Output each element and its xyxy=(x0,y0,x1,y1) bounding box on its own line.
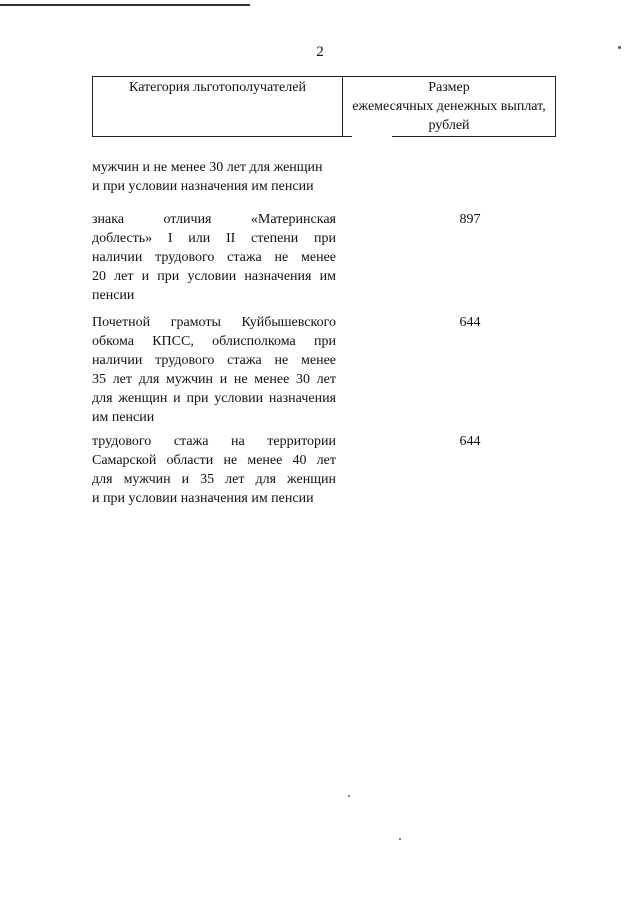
row-line: наличии трудового стажа не менее xyxy=(92,250,336,265)
table-row xyxy=(92,432,556,508)
row-line: 35 лет для мужчин и не менее 30 лет xyxy=(92,372,336,387)
scan-artifact-dot xyxy=(348,795,350,797)
row-amount: 644 xyxy=(459,315,481,330)
page-number: 2 xyxy=(316,44,324,60)
table-header xyxy=(92,76,556,137)
row-line: наличии трудового стажа не менее xyxy=(92,353,336,368)
row-description xyxy=(92,313,336,427)
row-line: и при условии назначения им пенсии xyxy=(92,179,314,194)
row-amount: 897 xyxy=(459,212,481,227)
row-line: для женщин и при условии назначения xyxy=(92,391,336,406)
header-amount xyxy=(343,77,555,137)
table-row xyxy=(92,313,556,427)
row-line: обкома КПСС, облисполкома при xyxy=(92,334,336,349)
row-line: Самарской области не менее 40 лет xyxy=(92,453,336,468)
table-row xyxy=(92,210,556,305)
scan-artifact-line xyxy=(0,4,250,6)
header-amount-line: рублей xyxy=(428,118,470,133)
row-line: доблесть» I или II степени при xyxy=(92,231,336,246)
row-line: мужчин и не менее 30 лет для женщин xyxy=(92,160,323,175)
header-category: Категория льготополучателей xyxy=(93,77,343,137)
header-bottom-border xyxy=(92,136,556,137)
row-line: знака отличия «Материнская xyxy=(92,212,336,227)
table-row xyxy=(92,158,556,196)
row-description xyxy=(92,210,336,305)
row-line: 20 лет и при условии назначения им xyxy=(92,269,336,284)
row-amount: 644 xyxy=(459,434,481,449)
header-amount-line: Размер xyxy=(428,80,470,95)
row-line: им пенсии xyxy=(92,410,155,425)
row-line: и при условии назначения им пенсии xyxy=(92,491,314,506)
row-line: трудового стажа на территории xyxy=(92,434,336,449)
row-description xyxy=(92,158,336,196)
scan-artifact-dot xyxy=(399,838,401,840)
row-line: Почетной грамоты Куйбышевского xyxy=(92,315,336,330)
row-line: для мужчин и 35 лет для женщин xyxy=(92,472,336,487)
row-line: пенсии xyxy=(92,288,135,303)
header-amount-line: ежемесячных денежных выплат, xyxy=(352,99,546,114)
row-description xyxy=(92,432,336,508)
